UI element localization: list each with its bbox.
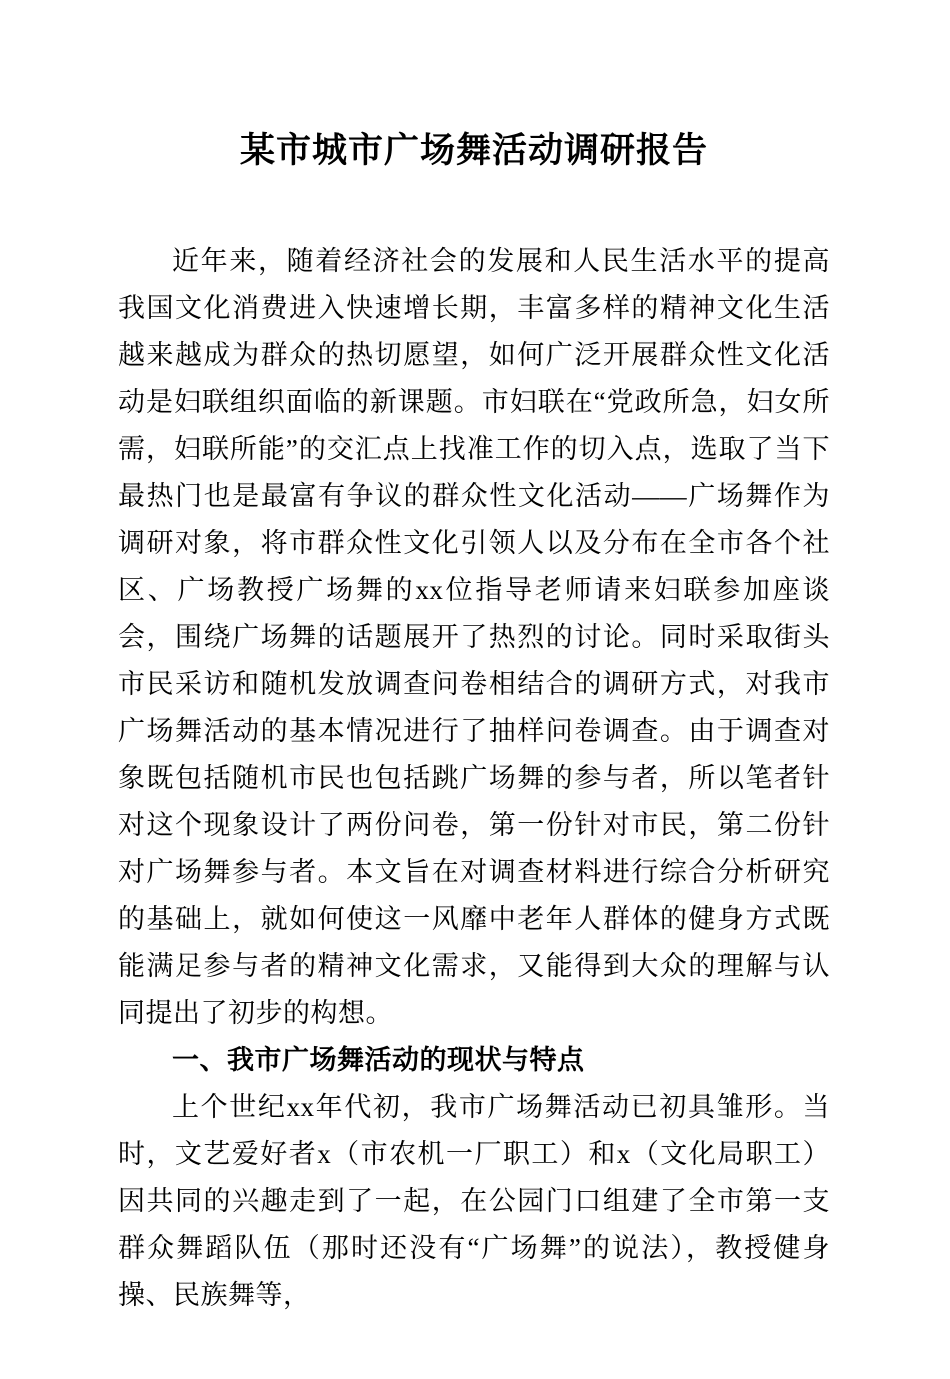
section-heading: 一、我市广场舞活动的现状与特点 [172,1045,585,1075]
document-title: 某市城市广场舞活动调研报告 [239,131,708,170]
paragraph: 上个世纪xx年代初，我市广场舞活动已初具雏形。当时，文艺爱好者x（市农机一厂职工）和x（文化局职工）因共同的兴趣走到了一起，在公园门口组建了全市第一支群众舞蹈队伍（那时还没有“广场舞”的说法），教授健身操、民族舞等， [118,1092,830,1310]
paragraph: 近年来，随着经济社会的发展和人民生活水平的提高我国文化消费进入快速增长期，丰富多样的精神文化生活越来越成为群众的热切愿望，如何广泛开展群众性文化活动是妇联组织面临的新课题。市妇联在“党政所急，妇女所需，妇联所能”的交汇点上找准工作的切入点，选取了当下最热门也是最富有争议的群众性文化活动——广场舞作为调研对象，将市群众性文化引领人以及分布在全市各个社区、广场教授广场舞的xx位指导老师请来妇联参加座谈会，围绕广场舞的话题展开了热烈的讨论。同时采取街头市民采访和随机发放调查问卷相结合的调研方式，对我市广场舞活动的基本情况进行了抽样问卷调查。由于调查对象既包括随机市民也包括跳广场舞的参与者，所以笔者针对这个现象设计了两份问卷，第一份针对市民，第二份针对广场舞参与者。本文旨在对调查材料进行综合分析研究的基础上，就如何使这一风靡中老年人群体的健身方式既能满足参与者的精神文化需求，又能得到大众的理解与认同提出了初步的构想。 [118,246,830,1028]
